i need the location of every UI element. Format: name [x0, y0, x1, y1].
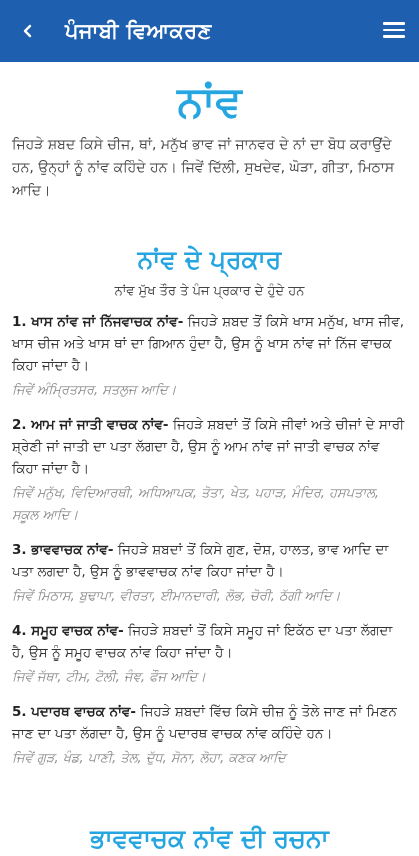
noun-type-3 [12, 539, 407, 608]
types-heading: ਨਾਂਵ ਦੇ ਪ੍ਰਕਾਰ [137, 245, 282, 274]
main-content[interactable] [0, 62, 419, 853]
type-example: ਜਿਵੇਂ ਗੁੜ, ਖੰਡ, ਪਾਣੀ, ਤੇਲ, ਦੁੱਧ, ਸੋਨਾ, ਲੋਹਾ, ਕਣਕ ਆਦਿ [12, 751, 286, 766]
next-section-heading: ਭਾਵਵਾਚਕ ਨਾਂਵ ਦੀ ਰਚਨਾ [90, 824, 329, 853]
page-heading: ਨਾਂਵ [177, 77, 242, 126]
type-example: ਜਿਵੇਂ ਮਨੁੱਖ, ਵਿਦਿਆਰਥੀ, ਅਧਿਆਪਕ, ਤੋਤਾ, ਖੇਤ, ਪਹਾੜ, ਮੰਦਿਰ, ਹਸਪਤਾਲ, ਸਕੂਲ ਆਦਿ। [12, 486, 380, 523]
type-title: 2. ਆਮ ਜਾਂ ਜਾਤੀ ਵਾਚਕ ਨਾਂਵ- [12, 417, 169, 433]
type-description: ਜਿਹੜੇ ਸ਼ਬਦਾਂ ਤੋਂ ਕਿਸੇ ਗੁਣ, ਦੋਸ਼, ਹਾਲਤ, ਭਾਵ ਆਦਿ ਦਾ ਪਤਾ ਲਗਦਾ ਹੈ, ਉਸ ਨੂੰ ਭਾਵਵਾਚਕ ਨਾਂਵ ਕਿਹਾ ਜਾਂਦਾ ਹੈ। [12, 542, 389, 580]
type-title: 3. ਭਾਵਵਾਚਕ ਨਾਂਵ- [12, 542, 114, 558]
type-example: ਜਿਵੇਂ ਮਿਠਾਸ, ਬੁਢਾਪਾ, ਵੀਰਤਾ, ਈਮਾਨਦਾਰੀ, ਲੋਭ, ਚੋਰੀ, ਠੱਗੀ ਆਦਿ। [12, 589, 341, 604]
type-description: ਜਿਹੜੇ ਸ਼ਬਦਾਂ ਤੋਂ ਕਿਸੇ ਸਮੂਹ ਜਾਂ ਇਕੱਠ ਦਾ ਪਤਾ ਲੱਗਦਾ ਹੈ, ਉਸ ਨੂੰ ਸਮੂਹ ਵਾਚਕ ਨਾਂਵ ਕਿਹਾ ਜਾਂਦਾ ਹੈ। [12, 623, 393, 661]
noun-type-2 [12, 414, 407, 527]
intro-paragraph: ਜਿਹੜੇ ਸ਼ਬਦ ਕਿਸੇ ਚੀਜ, ਥਾਂ, ਮਨੁੱਖ ਭਾਵ ਜਾਂ ਜਾਨਵਰ ਦੇ ਨਾਂ ਦਾ ਬੋਧ ਕਰਾਉਂਦੇ ਹਨ, ਉਨ੍ਹਾਂ ਨੂੰ ਨਾਂਵ ਕਹਿੰਦੇ ਹਨ। ਜਿਵੇਂ ਦਿੱਲੀ, ਸੁਖਦੇਵ, ਘੋੜਾ, ਗੀਤਾ, ਮਿਠਾਸ ਆਦਿ। [12, 137, 395, 199]
app-bar [0, 0, 419, 62]
type-example: ਜਿਵੇਂ ਅੰਮ੍ਰਿਤਸਰ, ਸਤਲੁਜ ਆਦਿ। [12, 383, 177, 398]
noun-type-4 [12, 620, 407, 689]
type-example: ਜਿਵੇਂ ਜੱਥਾ, ਟੀਮ, ਟੋਲੀ, ਜੰਞ, ਫੌਜ ਆਦਿ। [12, 670, 206, 685]
noun-type-1 [12, 311, 407, 402]
chevron-left-icon [21, 24, 35, 38]
type-description: ਜਿਹੜੇ ਸ਼ਬਦਾਂ ਤੋਂ ਕਿਸੇ ਜੀਵਾਂ ਅਤੇ ਚੀਜਾਂ ਦੇ ਸਾਰੀ ਸ਼੍ਰੇਣੀ ਜਾਂ ਜਾਤੀ ਦਾ ਪਤਾ ਲੱਗਦਾ ਹੈ, ਉਸ ਨੂੰ ਆਮ ਨਾਂਵ ਜਾਂ ਜਾਤੀ ਵਾਚਕ ਨਾਂਵ ਕਿਹਾ ਜਾਂਦਾ ਹੈ। [12, 417, 405, 477]
type-title: 1. ਖਾਸ ਨਾਂਵ ਜਾਂ ਨਿੱਜਵਾਚਕ ਨਾਂਵ- [12, 314, 184, 330]
menu-button[interactable] [383, 19, 405, 41]
type-title: 5. ਪਦਾਰਥ ਵਾਚਕ ਨਾਂਵ- [12, 704, 136, 720]
type-description: ਜਿਹੜੇ ਸ਼ਬਦ ਤੋਂ ਕਿਸੇ ਖਾਸ ਮਨੁੱਖ, ਖਾਸ ਜੀਵ, ਖਾਸ ਚੀਜ ਅਤੇ ਖਾਸ ਥਾਂ ਦਾ ਗਿਆਨ ਹੁੰਦਾ ਹੈ, ਉਸ ਨੂੰ ਖਾਸ ਨਾਂਵ ਜਾਂ ਨਿੱਜ ਵਾਚਕ ਕਿਹਾ ਜਾਂਦਾ ਹੈ। [12, 314, 405, 374]
back-button[interactable] [13, 16, 43, 46]
type-description: ਜਿਹੜੇ ਸ਼ਬਦਾਂ ਵਿੱਚ ਕਿਸੇ ਚੀਜ਼ ਨੂੰ ਤੋਲੇ ਜਾਣ ਜਾਂ ਮਿਣਨ ਜਾਣ ਦਾ ਪਤਾ ਲੱਗਦਾ ਹੈ, ਉਸ ਨੂੰ ਪਦਾਰਥ ਵਾਚਕ ਨਾਂਵ ਕਹਿੰਦੇ ਹਨ। [12, 704, 397, 742]
hamburger-menu-icon [383, 22, 405, 25]
types-subheading: ਨਾਂਵ ਮੁੱਖ ਤੌਰ ਤੇ ਪੰਜ ਪ੍ਰਕਾਰ ਦੇ ਹੁੰਦੇ ਹਨ [114, 284, 305, 299]
noun-type-5 [12, 701, 407, 770]
type-title: 4. ਸਮੂਹ ਵਾਚਕ ਨਾਂਵ- [12, 623, 124, 639]
app-title: ਪੰਜਾਬੀ ਵਿਆਕਰਣ [65, 18, 212, 43]
